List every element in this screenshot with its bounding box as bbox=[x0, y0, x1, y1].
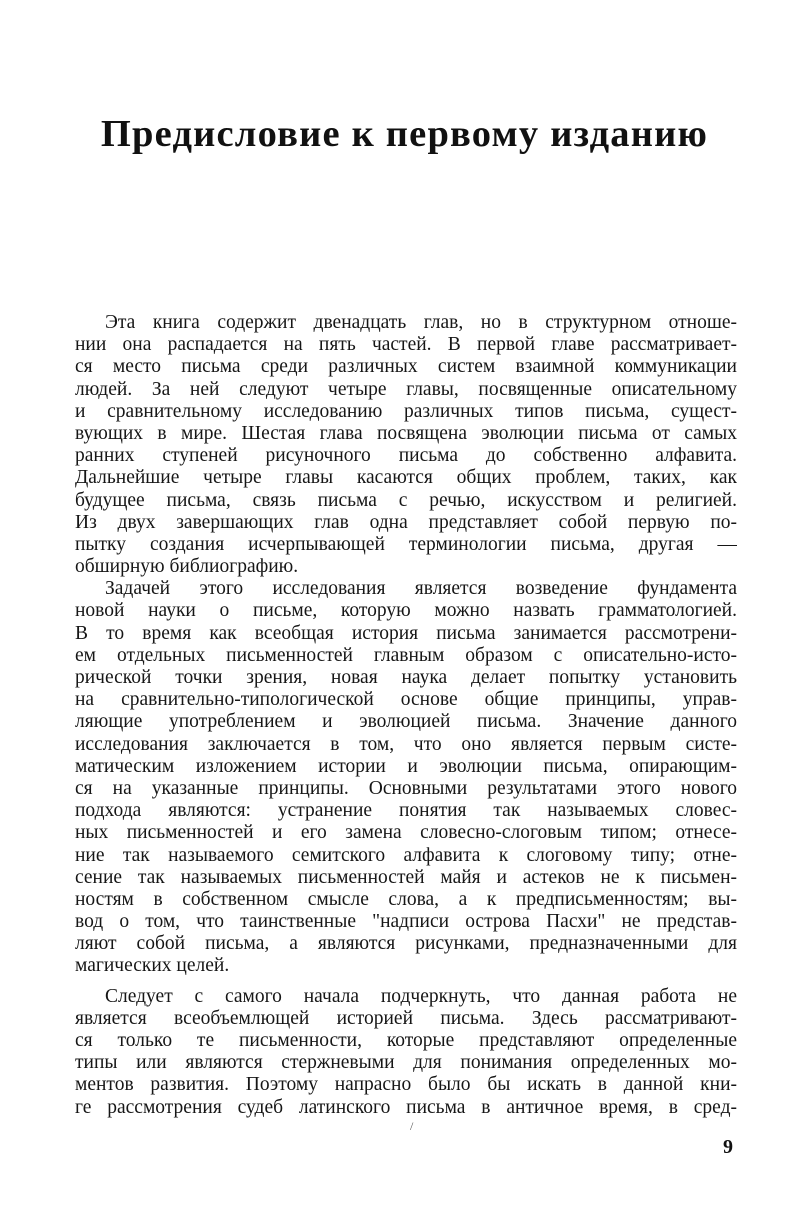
text-line: ге рассмотрения судеб латинского письма в античное время, в сред- bbox=[75, 1096, 737, 1118]
text-line: Дальнейшие четыре главы касаются общих проблем, таких, как bbox=[75, 467, 737, 489]
text-line: ляющие употреблением и эволюцией письма. Значение данного bbox=[75, 711, 737, 733]
text-line: Следует с самого начала подчеркнуть, что данная работа не bbox=[105, 985, 737, 1007]
text-line: на сравнительно-типологической основе общие принципы, управ- bbox=[75, 689, 737, 711]
text-line: Эта книга содержит двенадцать глав, но в структурном отноше- bbox=[105, 312, 737, 333]
text-line: ся только те письменности, которые представляют определенные bbox=[75, 1030, 737, 1051]
paragraph-1 bbox=[75, 312, 737, 578]
text-line: ностям в собственном смысле слова, а к предписьменностям; вы- bbox=[75, 888, 737, 910]
text-line: и сравнительному исследованию различных типов письма, сущест- bbox=[75, 400, 737, 422]
text-line: Задачей этого исследования является возведение фундамента bbox=[105, 578, 737, 600]
text-line: Из двух завершающих глав одна представляет собой первую по- bbox=[75, 511, 737, 533]
page-number: 9 bbox=[723, 1136, 733, 1158]
text-line: сение так называемых письменностей майя и астеков не к письмен- bbox=[75, 866, 737, 888]
text-line: типы или являются стержневыми для понимания определенных мо- bbox=[75, 1052, 737, 1074]
paragraph-3 bbox=[75, 986, 737, 1119]
text-line: является всеобъемлющей историей письма. Здесь рассматривают- bbox=[75, 1007, 737, 1029]
body-text bbox=[75, 312, 737, 1119]
text-line: ментов развития. Поэтому напрасно было бы искать в данной кни- bbox=[75, 1074, 737, 1096]
text-line: ляют собой письма, а являются рисунками, предназначенными для bbox=[75, 933, 737, 955]
text-line: магических целей. bbox=[75, 955, 230, 977]
text-line: подхода являются: устранение понятия так называемых словес- bbox=[75, 800, 737, 822]
text-line: исследования заключается в том, что оно является первым систе- bbox=[75, 733, 737, 755]
text-line: ся на указанные принципы. Основными результатами этого нового bbox=[75, 777, 737, 799]
text-line: пытку создания исчерпывающей терминологии письма, другая — bbox=[75, 533, 737, 555]
paragraph-2 bbox=[75, 578, 737, 977]
page-title: Предисловие к первому изданию bbox=[100, 113, 709, 155]
stray-mark: / bbox=[410, 1119, 414, 1133]
text-line: рической точки зрения, новая наука делает попытку установить bbox=[75, 667, 737, 688]
text-line: людей. За ней следуют четыре главы, посвященные описательному bbox=[75, 378, 737, 400]
text-line: В то время как всеобщая история письма занимается рассмотрени- bbox=[75, 622, 737, 644]
text-line: ем отдельных письменностей главным образом с описательно-исто- bbox=[75, 644, 737, 666]
text-line: вод о том, что таинственные "надписи острова Пасхи" не представ- bbox=[75, 911, 737, 933]
text-line: ся место письма среди различных систем взаимной коммуникации bbox=[75, 356, 737, 378]
paragraph-gap bbox=[75, 978, 737, 986]
text-line: новой науки о письме, которую можно назвать грамматологией. bbox=[75, 600, 737, 622]
text-line: будущее письма, связь письма с речью, искусством и религией. bbox=[75, 489, 737, 511]
text-line: ние так называемого семитского алфавита к слоговому типу; отне- bbox=[75, 844, 737, 866]
text-line: ранних ступеней рисуночного письма до собственно алфавита. bbox=[75, 445, 737, 467]
text-line: обширную библиографию. bbox=[75, 556, 299, 578]
text-line: ных письменностей и его замена словесно-слоговым типом; отнесе- bbox=[75, 822, 737, 844]
text-line: вующих в мире. Шестая глава посвящена эволюции письма от самых bbox=[75, 422, 737, 444]
text-line: матическим изложением истории и эволюции письма, опирающим- bbox=[75, 755, 737, 777]
text-line: нии она распадается на пять частей. В первой главе рассматривает- bbox=[75, 334, 737, 356]
